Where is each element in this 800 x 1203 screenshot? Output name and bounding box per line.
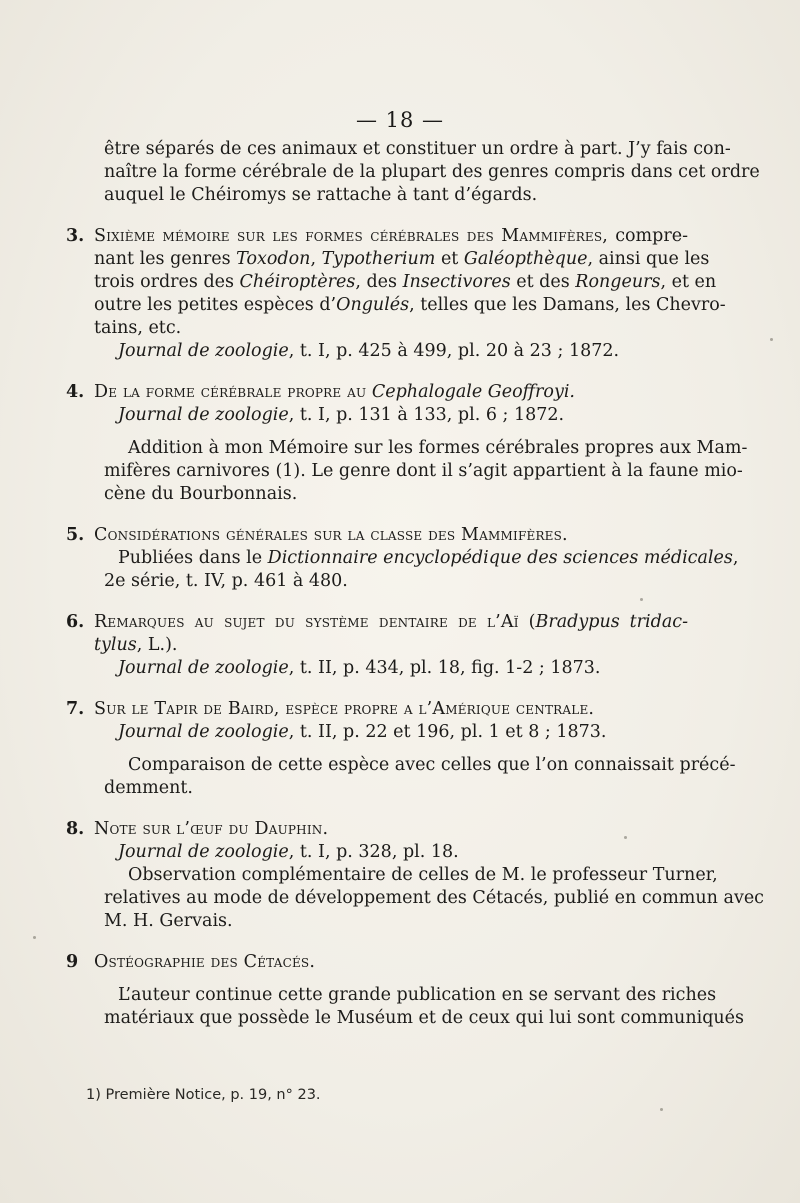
text-line: Publiées dans le Dictionnaire encyclopédique des sciences médicales, xyxy=(118,548,739,568)
journal-title: Journal de zoologie xyxy=(118,341,289,361)
text-line: mifères carnivores (1). Le genre dont il s’agit appartient à la faune mio- xyxy=(104,461,743,481)
order-name: Insectivores xyxy=(402,272,511,292)
entry-note xyxy=(66,437,748,506)
text-line: tains, etc. xyxy=(94,318,182,338)
journal-title: Journal de zoologie xyxy=(118,722,289,742)
genus-name: Toxodon xyxy=(236,249,311,269)
scan-speck xyxy=(624,836,627,839)
order-name: Rongeurs xyxy=(575,272,661,292)
entry-number: 6. xyxy=(66,612,85,632)
text-line: Observation complémentaire de celles de M. le professeur Turner, xyxy=(128,865,718,885)
species-name: Cephalogale Geoffroyi. xyxy=(371,382,575,402)
text-line: auquel le Chéiromys se rattache à tant d’égards. xyxy=(104,185,538,205)
entry-4 xyxy=(66,381,748,506)
entry-number: 3. xyxy=(66,226,85,246)
text-line: demment. xyxy=(104,778,193,798)
journal-reference: Journal de zoologie, t. II, p. 22 et 196, pl. 1 et 8 ; 1873. xyxy=(118,722,607,742)
species-name: tylus xyxy=(94,635,137,655)
entry-title: Sixième mémoire sur les formes cérébrales des Mammifères, xyxy=(94,226,609,246)
entry-number: 5. xyxy=(66,525,85,545)
entry-note xyxy=(66,984,745,1030)
footnote: 1) Première Notice, p. 19, n° 23. xyxy=(86,1087,321,1103)
genus-name: Galéopthèque xyxy=(463,249,588,269)
text-line: M. H. Gervais. xyxy=(104,911,233,931)
entry-title: De la forme cérébrale propre au xyxy=(94,382,367,402)
scan-speck xyxy=(660,1108,663,1111)
text-line: nant les genres Toxodon, Typotherium et Galéopthèque, ainsi que les xyxy=(94,249,710,269)
order-name: Chéiroptères xyxy=(239,272,356,292)
entry-number: 8. xyxy=(66,819,85,839)
text-line: Comparaison de cette espèce avec celles que l’on connaissait précé- xyxy=(128,755,736,775)
entry-heading xyxy=(66,381,688,404)
entry-heading: 3. Sixième mémoire sur les formes cérébrales des Mammifères, compre- xyxy=(66,226,688,246)
text-line: outre les petites espèces d’Ongulés, telles que les Damans, les Chevro- xyxy=(94,295,726,315)
page-body xyxy=(66,138,764,1030)
entry-heading xyxy=(66,698,688,721)
text-line: matériaux que possède le Muséum et de ceux qui lui sont communiqués xyxy=(104,1008,745,1028)
journal-reference: Journal de zoologie, t. II, p. 434, pl. 18, fig. 1-2 ; 1873. xyxy=(118,658,601,678)
journal-reference: Journal de zoologie, t. I, p. 328, pl. 18. xyxy=(118,842,459,862)
page-number: — 18 — xyxy=(355,108,445,132)
entry-9 xyxy=(66,951,745,1030)
entry-note xyxy=(66,864,764,933)
entry-3 xyxy=(66,225,726,363)
entry-6 xyxy=(66,611,688,680)
scan-speck xyxy=(33,936,36,939)
text-line: tylus, L.). xyxy=(94,635,178,655)
text-line: 2e série, t. IV, p. 461 à 480. xyxy=(104,571,348,591)
entry-number: 4. xyxy=(66,382,85,402)
entry-7 xyxy=(66,698,736,800)
entry-heading xyxy=(66,818,688,841)
entry-heading: 6. Remarques au sujet du système dentaire de l’Aï (Bradypus tridac- xyxy=(66,612,688,632)
entry-title: Ostéographie des Cétacés. xyxy=(94,952,316,972)
scan-speck xyxy=(770,338,773,341)
entry-note xyxy=(66,754,736,800)
text-line: trois ordres des Chéiroptères, des Insectivores et des Rongeurs, et en xyxy=(94,272,717,292)
entry-title: Sur le Tapir de Baird, espèce propre a l’Amérique centrale. xyxy=(94,699,595,719)
text-line: Addition à mon Mémoire sur les formes cérébrales propres aux Mam- xyxy=(128,438,748,458)
text-line: être séparés de ces animaux et constituer un ordre à part. J’y fais con- xyxy=(104,139,731,159)
journal-reference: Journal de zoologie, t. I, p. 131 à 133, pl. 6 ; 1872. xyxy=(118,405,565,425)
entry-5 xyxy=(66,524,739,593)
entry-number: 7. xyxy=(66,699,85,719)
intro-paragraph xyxy=(66,138,760,207)
journal-title: Journal de zoologie xyxy=(118,658,289,678)
entry-number: 9 xyxy=(66,952,79,972)
entry-8 xyxy=(66,818,764,933)
journal-title: Journal de zoologie xyxy=(118,842,289,862)
text-line: naître la forme cérébrale de la plupart des genres compris dans cet ordre xyxy=(104,162,760,182)
species-name: Bradypus tridac- xyxy=(535,612,688,632)
entry-heading xyxy=(66,524,688,547)
journal-title: Journal de zoologie xyxy=(118,405,289,425)
text-line: relatives au mode de développement des Cétacés, publié en commun avec xyxy=(104,888,764,908)
genus-name: Typotherium xyxy=(321,249,436,269)
scan-speck xyxy=(640,598,643,601)
order-name: Ongulés xyxy=(336,295,410,315)
entry-title: Note sur l’œuf du Dauphin. xyxy=(94,819,329,839)
entry-title: Remarques au sujet du système dentaire de l’Aï xyxy=(94,612,519,632)
entry-title: Considérations générales sur la classe des Mammifères. xyxy=(94,525,568,545)
text-line: L’auteur continue cette grande publication en se servant des riches xyxy=(118,985,717,1005)
journal-reference: Journal de zoologie, t. I, p. 425 à 499, pl. 20 à 23 ; 1872. xyxy=(118,341,620,361)
entry-heading xyxy=(66,951,688,974)
text-line: cène du Bourbonnais. xyxy=(104,484,298,504)
publication-title: Dictionnaire encyclopédique des sciences médicales xyxy=(267,548,733,568)
